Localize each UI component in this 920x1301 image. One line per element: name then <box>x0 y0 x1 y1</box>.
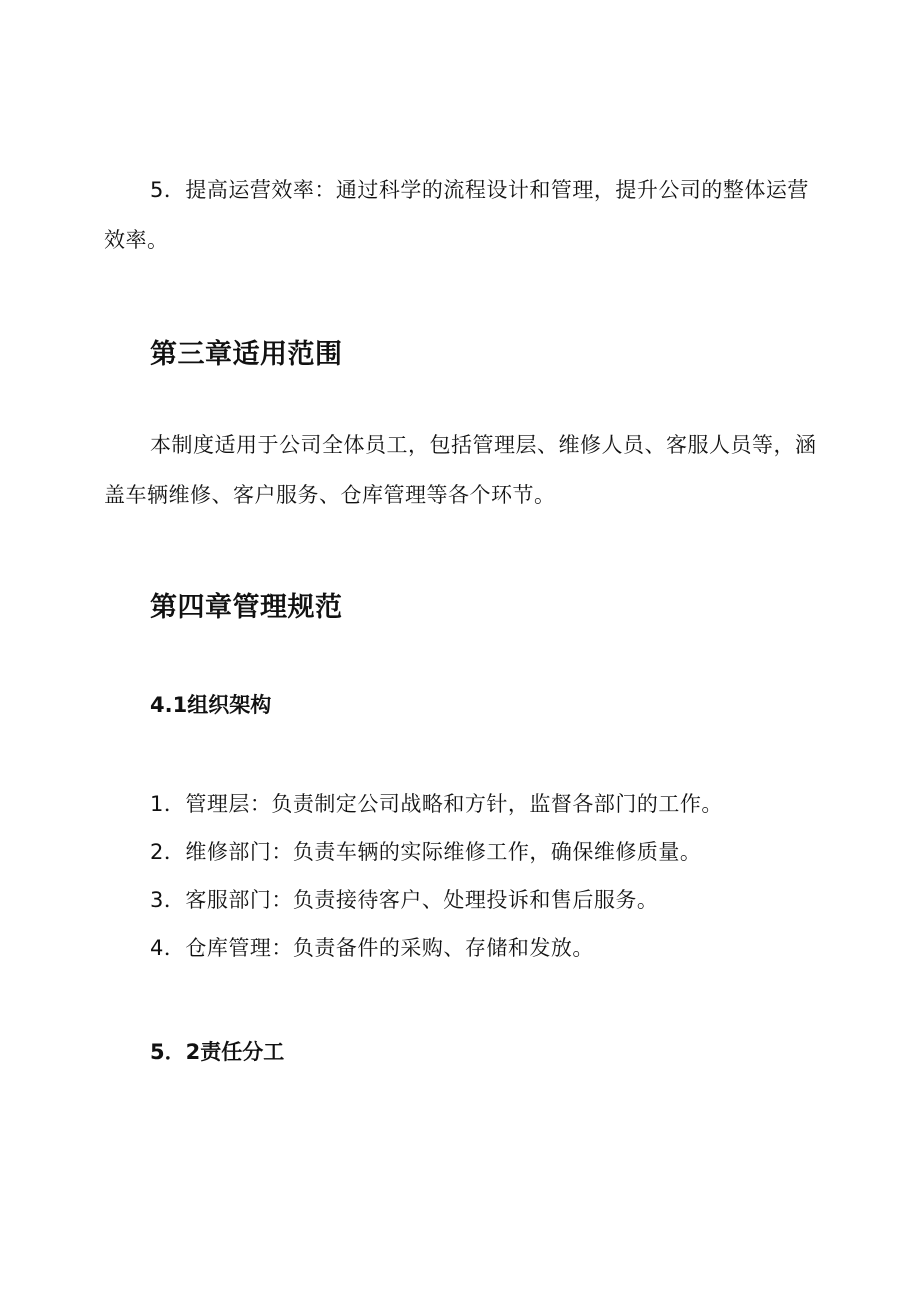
org-structure-list <box>150 780 723 972</box>
section-4-2-title: 5．2责任分工 <box>150 1040 285 1064</box>
list-item: 4．仓库管理：负责备件的采购、存储和发放。 <box>150 936 594 960</box>
chapter-4-title: 第四章管理规范 <box>150 592 343 623</box>
list-item: 1．管理层：负责制定公司战略和方针，监督各部门的工作。 <box>150 792 723 816</box>
goal-item-5: 5．提高运营效率：通过科学的流程设计和管理，提升公司的整体运营效率。 <box>104 178 809 252</box>
list-item: 3．客服部门：负责接待客户、处理投诉和售后服务。 <box>150 888 659 912</box>
chapter-3-body: 本制度适用于公司全体员工，包括管理层、维修人员、客服人员等，涵盖车辆维修、客户服务、仓库管理等各个环节。 <box>104 433 817 507</box>
list-item: 2．维修部门：负责车辆的实际维修工作，确保维修质量。 <box>150 840 702 864</box>
section-4-1-title: 4.1组织架构 <box>150 693 272 717</box>
chapter-3-title: 第三章适用范围 <box>150 339 343 370</box>
